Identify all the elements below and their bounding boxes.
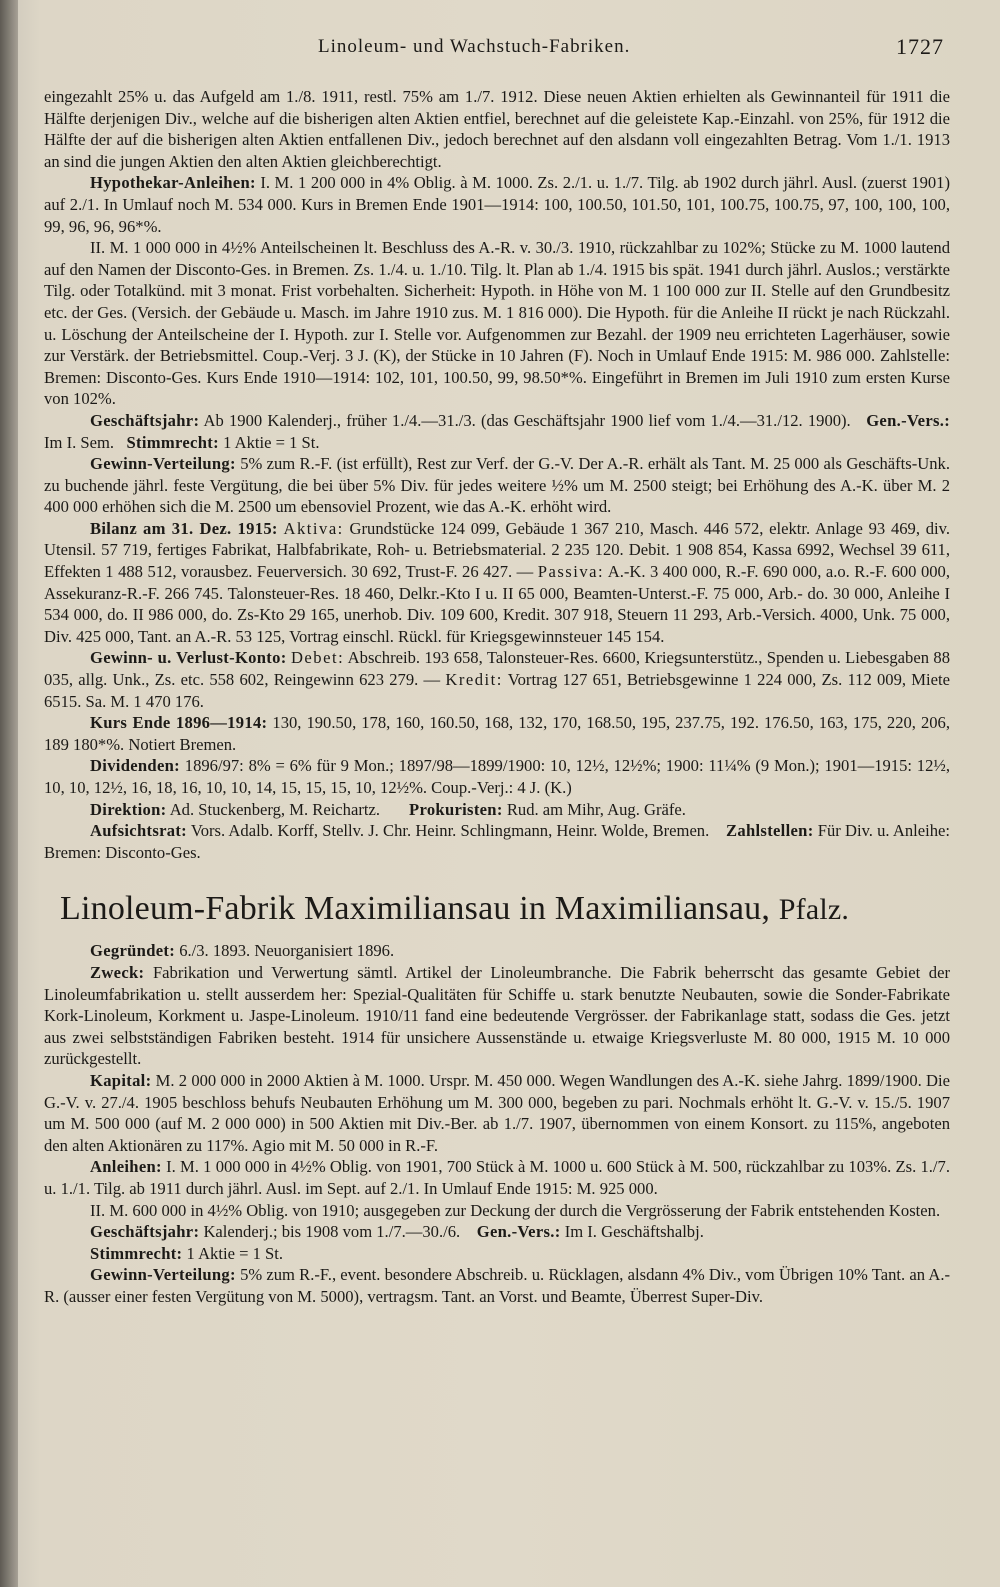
paragraph-gewinn-verteilung-maximiliansau: [44, 1264, 950, 1307]
paragraph-anleihe-ii-maximiliansau: [44, 1200, 950, 1222]
label-gen-vers: Gen.-Vers.:: [476, 1222, 561, 1242]
label-hypothek: Hypothekar-Anleihen:: [90, 173, 256, 193]
paragraph-bilanz: [44, 518, 950, 648]
paragraph-kurs: [44, 712, 950, 755]
paragraph-capital-continued: [44, 86, 950, 172]
paragraph-geschaeftsjahr-maximiliansau: [44, 1221, 950, 1243]
text: Ab 1900 Kalenderj., früher 1./4.—31./3. (das Geschäftsjahr 1900 lief vom 1./4.—31./12. 1900).: [203, 410, 851, 430]
text: Im I. Sem.: [44, 432, 115, 452]
paragraph-hypothek-anleihen: [44, 172, 950, 237]
paragraph-geschaeftsjahr: [44, 410, 950, 453]
paragraph-dividenden: [44, 755, 950, 798]
paragraph-aufsichtsrat: [44, 820, 950, 863]
paragraph-direktion: [44, 799, 950, 821]
label-anleihen: Anleihen:: [90, 1157, 162, 1177]
label-dividenden: Dividenden:: [90, 756, 180, 776]
label-aktiva: Aktiva:: [283, 518, 344, 538]
label-gewinn-verteilung: Gewinn-Verteilung:: [90, 454, 236, 474]
label-kurs: Kurs Ende 1896—1914:: [90, 713, 268, 733]
label-stimmrecht: Stimmrecht:: [126, 432, 219, 452]
company-name: Linoleum-Fabrik Maximiliansau in Maximiliansau,: [60, 890, 771, 928]
label-kredit: Kredit:: [445, 670, 503, 690]
text: 1 Aktie = 1 St.: [223, 432, 320, 452]
label-guv: Gewinn- u. Verlust-Konto:: [90, 648, 287, 668]
text: 5% zum R.-F., event. besondere Abschreib. u. Rücklagen, alsdann 4% Div., vom Übrigen 10% Tant. an A.-R. (ausser einer festen Vergütung von M. 5000), vertragsm. Tant. an Vorst. und Beamte, Überrest Super-Div.: [44, 1265, 950, 1306]
text: 1896/97: 8% = 6% für 9 Mon.; 1897/98—1899/1900: 10, 12½, 12½%; 1900: 11¼% (9 Mon.); 1901—1915: 12½, 10, 10, 12½, 16, 18, 16, 10, 10, 14, 15, 15, 15, 10, 12½%. Coup.-Verj.: 4 J. (K.): [44, 756, 950, 797]
paragraph-anleihen: [44, 1156, 950, 1199]
text: II. M. 600 000 in 4½% Oblig. von 1910; ausgegeben zur Deckung der durch die Vergrösserung der Fabrik entstehenden Kosten.: [90, 1200, 941, 1220]
text: Im I. Geschäftshalbj.: [564, 1222, 704, 1242]
company-region: Pfalz.: [778, 893, 850, 927]
page-header: [0, 36, 1000, 66]
text: Grundstücke 124 099, Gebäude 1 367 210, Masch. 446 572, elektr. Anlage 93 469, div. Utensil. 57 719, fertiges Fabrikat, Halbfabrikate, Roh- u. Betriebsmaterial. 2 235 120. Debit. 1 908 854, Kassa 6992, Wechsel 39 611, Effekten 1 488 512, vorausbez. Feuerversich. 30 692, Trust-F. 26 427. —: [44, 518, 950, 582]
label-geschaeftsjahr: Geschäftsjahr:: [90, 1222, 200, 1242]
text: Für Div. u. Anleihe: Bremen: Disconto-Ges.: [44, 821, 950, 862]
text: I. M. 1 200 000 in 4% Oblig. à M. 1000. Zs. 2./1. u. 1./7. Tilg. ab 1902 durch jährl. Ausl. (zuerst 1901) auf 2./1. In Umlauf noch M. 534 000. Kurs in Bremen Ende 1901—1914: 100, 100.50, 101.50, 101, 100.75, 100.75, 97, 100, 100, 100, 99, 96, 96, 96*%.: [44, 173, 951, 236]
label-prokuristen: Prokuristen:: [409, 799, 503, 819]
paragraph-gegruendet: [44, 940, 950, 962]
label-zahlstellen: Zahlstellen:: [726, 821, 814, 841]
label-gewinn-verteilung: Gewinn-Verteilung:: [90, 1265, 236, 1285]
text: II. M. 1 000 000 in 4½% Anteilscheinen lt. Beschluss des A.-R. v. 30./3. 1910, rückzahlbar zu 102%; Stücke zu M. 1000 lautend auf den Namen der Disconto-Ges. in Bremen. Zs. 1./4. u. 1./10. Tilg. lt. Plan ab 1./4. 1915 bis spät. 1941 durch jährl. Auslos.; verstärkte Tilg. oder Totalkünd. mit 3 monat. Frist vorbehalten. Sicherheit: Hypoth. in Höhe von M. 1 100 000 zur II. Stelle auf den Grundbesitz etc. der Ges. (Versich. der Gebäude u. Masch. im Jahre 1910 zus. M. 1 816 000). Die Hypoth. für die Anleihe II rückt je nach Rückzahl. u. Löschung der Anteilscheine der I. Hypoth. zur I. Stelle vor. Aufgenommen zur Bezahl. der 1909 neu errichteten Lagerhäuser, sowie zur Verstärk. der Betriebsmittel. Coup.-Verj. 3 J. (K), der Stücke in 10 Jahren (F). Noch in Umlauf Ende 1915: M. 986 000. Zahlstelle: Bremen: Disconto-Ges. Kurs Ende 1910—1914: 102, 101, 100.50, 99, 98.50*%. Eingeführt in Bremen im Juli 1910 zum ersten Kurse von 102%.: [44, 238, 950, 409]
paragraph-gewinn-verlust-konto: [44, 647, 950, 712]
text: eingezahlt 25% u. das Aufgeld am 1./8. 1911, restl. 75% am 1./7. 1912. Diese neuen Aktien erhielten als Gewinnanteil für 1911 die Hälfte derjenigen Div., welche auf die bisherigen alten Aktien entfiel, berechnet auf die geleistete Kap.-Einzahl. von 25%, für 1912 die Hälfte der auf die bisherigen alten Aktien entfallenen Div., jedoch berechnet auf den alsdann voll eingezahlten Betrag. Vom 1./1. 1913 an sind die jungen Aktien den alten Aktien gleichberechtigt.: [44, 87, 950, 171]
running-title: Linoleum- und Wachstuch-Fabriken.: [318, 36, 631, 57]
text: Vors. Adalb. Korff, Stellv. J. Chr. Heinr. Schlingmann, Heinr. Wolde, Bremen.: [190, 821, 710, 841]
text: A.-K. 3 400 000, R.-F. 690 000, a.o. R.-F. 600 000, Assekuranz-R.-F. 266 745. Talonsteuer-Res. 18 460, Delkr.-Kto I u. II 65 000, Beamten-Unterst.-F. 75 000, Arb.- do. 30 000, Anleihe I 534 000, do. II 986 000, do. Zs-Kto 29 165, unerhob. Div. 109 600, Kredit. 307 918, Steuern 11 293, Arb.-Versich. 4000, Unk. 75 000, Div. 425 000, Tant. an A.-R. 53 125, Vortrag einschl. Rückl. für Kriegsgewinnsteuer 145 154.: [44, 562, 950, 646]
label-gen-vers: Gen.-Vers.:: [866, 410, 951, 430]
label-passiva: Passiva:: [537, 562, 605, 582]
text: 1 Aktie = 1 St.: [186, 1243, 284, 1263]
label-aufsichtsrat: Aufsichtsrat:: [90, 821, 187, 841]
text: Rud. am Mihr, Aug. Gräfe.: [506, 799, 686, 819]
text: Kalenderj.; bis 1908 vom 1./7.—30./6.: [203, 1222, 461, 1242]
page-body: [44, 86, 950, 1307]
text: M. 2 000 000 in 2000 Aktien à M. 1000. Urspr. M. 450 000. Wegen Wandlungen des A.-K. siehe Jahrg. 1899/1900. Die G.-V. v. 27./4. 1905 beschloss behufs Neubauten Erhöhung um M. 300 000, begeben zu pari. Nochmals erhöht lt. G.-V. v. 15./5. 1907 um M. 500 000 (auf M. 2 000 000) in 500 Aktien mit Div.-Ber. ab 1./7. 1907, übernommen von einem Konsort. zu 115%, angeboten den alten Aktionären zu 117%. Agio mit M. 50 000 in R.-F.: [44, 1070, 950, 1155]
text: 6./3. 1893. Neuorganisiert 1896.: [179, 941, 395, 961]
label-geschaeftsjahr: Geschäftsjahr:: [90, 410, 200, 430]
paragraph-kapital: [44, 1070, 950, 1156]
text: 130, 190.50, 178, 160, 160.50, 168, 132, 170, 168.50, 195, 237.75, 192. 176.50, 163, 175, 220, 206, 189 180*%. Notiert Bremen.: [44, 713, 950, 754]
label-debet: Debet:: [290, 648, 345, 668]
paragraph-zweck: [44, 962, 950, 1070]
paragraph-anleihe-ii: [44, 237, 950, 410]
label-direktion: Direktion:: [90, 799, 167, 819]
page-number: 1727: [896, 34, 944, 59]
text: 5% zum R.-F. (ist erfüllt), Rest zur Verf. der G.-V. Der A.-R. erhält als Tant. M. 25 000 als Geschäfts-Unk. zu buchende jährl. feste Vergütung, die bei über 5% Div. für jedes weitere ½% um M. 2500 steigt; bei Erhöhung des A.-K. über M. 2 400 000 erhöhen sich die M. 2500 um ebensoviel Prozent, wie das A.-K. erhöht wird.: [44, 454, 950, 517]
label-kapital: Kapital:: [90, 1070, 152, 1090]
paragraph-gewinn-verteilung: [44, 453, 950, 518]
label-gegruendet: Gegründet:: [90, 941, 176, 961]
text: Ad. Stuckenberg, M. Reichartz.: [169, 799, 380, 819]
text: Vortrag 127 651, Betriebsgewinne 1 224 000, Zs. 112 009, Miete 6515. Sa. M. 1 470 176.: [44, 670, 950, 711]
label-bilanz: Bilanz am 31. Dez. 1915:: [90, 518, 278, 538]
label-zweck: Zweck:: [90, 962, 145, 982]
text: Fabrikation und Verwertung sämtl. Artikel der Linoleumbranche. Die Fabrik beherrscht das gesamte Gebiet der Linoleumfabrikation u. stellt ausserdem her: Spezial-Qualitäten für Schiffe u. stark benutzte Neubauten, sowie die Sonder-Fabrikate Kork-Linoleum, Korkment u. Jaspe-Linoleum. 1910/11 fand eine bedeutende Vergrösser. der Fabrikanlage statt, sodass die Ges. jetzt aus zwei selbstständigen Fabriken besteht. 1914 für unsichere Aussenstände u. etwaige Kriegsverluste M. 80 000, 1915 M. 10 000 zurückgestellt.: [44, 962, 950, 1069]
label-stimmrecht: Stimmrecht:: [90, 1243, 183, 1263]
paragraph-stimmrecht-maximiliansau: [44, 1243, 950, 1265]
book-spine-shadow: [0, 0, 18, 1587]
text: I. M. 1 000 000 in 4½% Oblig. von 1901, 700 Stück à M. 1000 u. 600 Stück à M. 500, rückzahlbar zu 103%. Zs. 1./7. u. 1./1. Tilg. ab 1911 durch jährl. Ausl. im Sept. auf 2./1. In Umlauf Ende 1915: M. 925 000.: [44, 1157, 950, 1198]
company-heading: [60, 887, 950, 932]
text: Abschreib. 193 658, Talonsteuer-Res. 6600, Kriegsunterstütz., Spenden u. Liebesgaben 88 035, allg. Unk., Zs. etc. 558 602, Reingewinn 623 279. —: [44, 648, 950, 690]
